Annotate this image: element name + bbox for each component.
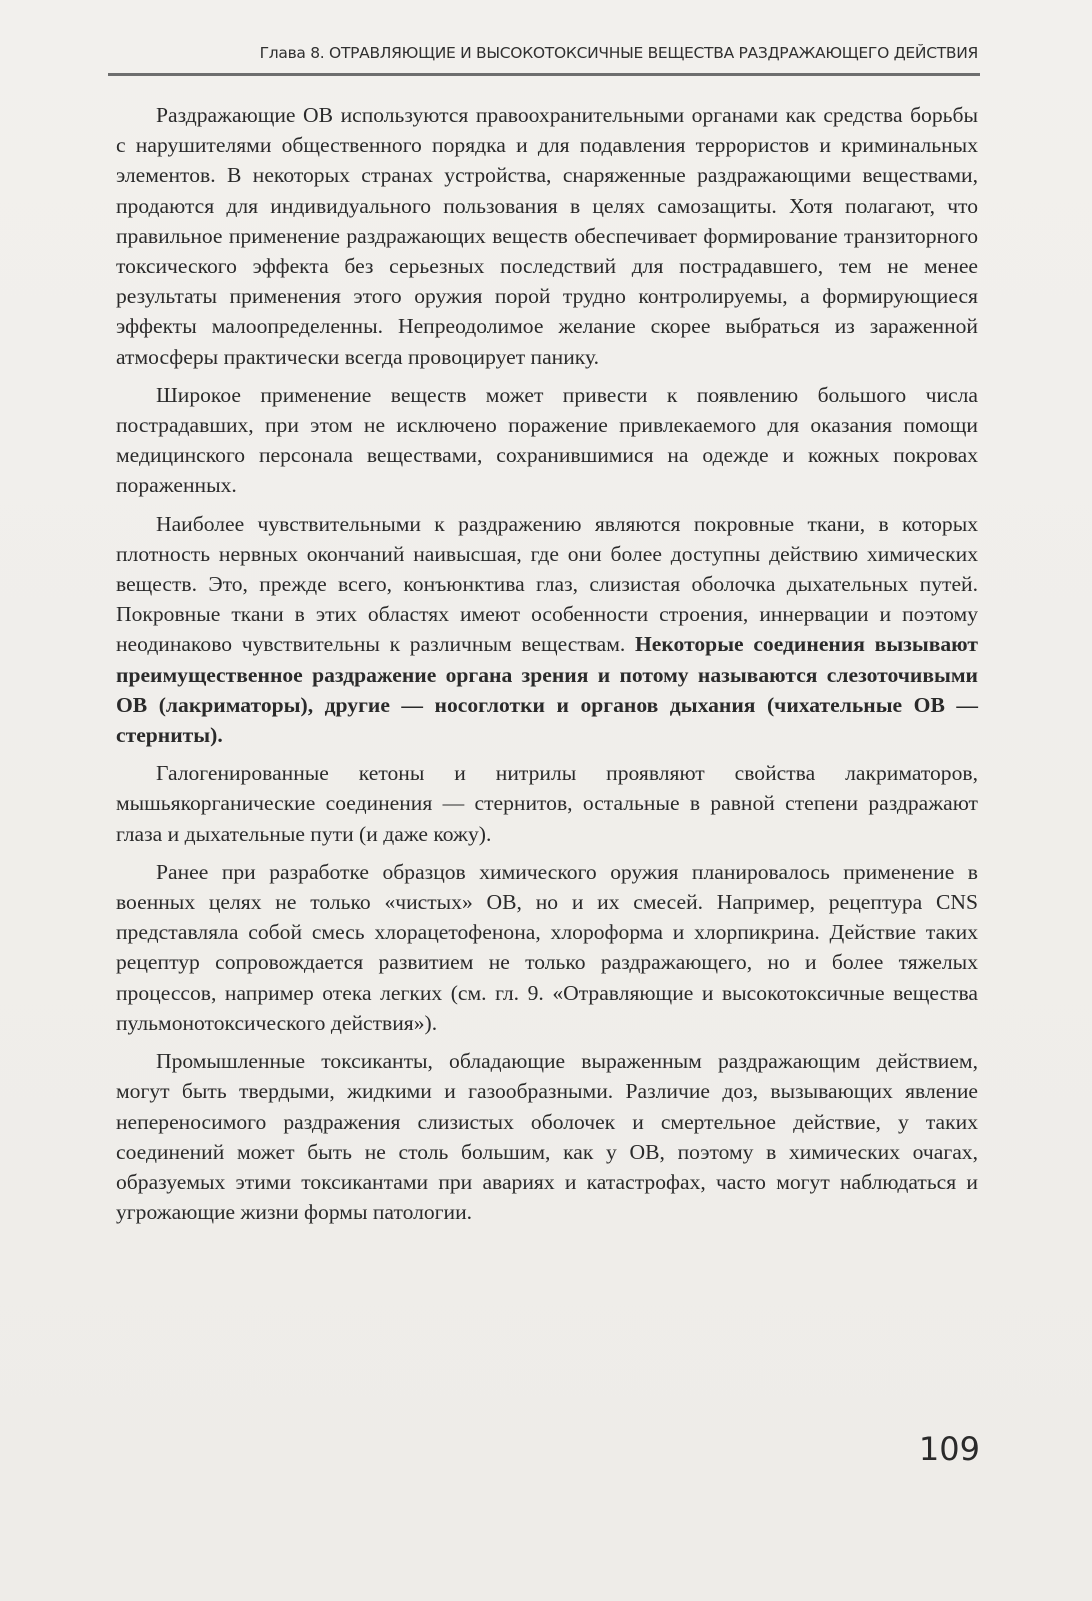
paragraph-3 bbox=[116, 509, 978, 751]
paragraph-6: Промышленные токсиканты, обладающие выраженным раздражающим действием, могут быть твердыми, жидкими и газообразными. Различие доз, вызывающих явление непереносимого раздражения слизистых оболочек и смертельное действие, у таких соединений может быть не столь большим, как у ОВ, поэтому в химических очагах, образуемых этими токсикантами при авариях и катастрофах, часто могут наблюдаться и угрожающие жизни формы патологии. bbox=[116, 1049, 978, 1225]
page-number: 109 bbox=[918, 1430, 980, 1468]
paragraph-1: Раздражающие ОВ используются правоохранительными органами как средства борьбы с нарушителями общественного порядка и для подавления террористов и криминальных элементов. В некоторых странах устройства, снаряженные раздражающими веществами, продаются для индивидуального пользования в целях самозащиты. Хотя полагают, что правильное применение раздражающих веществ обеспечивает формирование транзиторного токсического эффекта без серьезных последствий для пострадавшего, тем не менее результаты применения этого оружия порой трудно контролируемы, а формирующиеся эффекты малоопределенны. Непреодолимое желание скорее выбраться из зараженной атмосферы практически всегда провоцирует панику. bbox=[116, 103, 978, 369]
body-text bbox=[116, 100, 978, 1235]
paragraph-3-regular-text: Наиболее чувствительными к раздражению являются покровные ткани, в которых плотность нервных окончаний наивысшая, где они более доступны действию химических веществ. Это, прежде всего, конъюнктива глаз, слизистая оболочка дыхательных путей. Покровные ткани в этих областях имеют особенности строения, иннервации и поэтому неодинаково чувствительны к различным веществам. bbox=[116, 511, 978, 657]
header-rule bbox=[108, 73, 980, 76]
paragraph-5: Ранее при разработке образцов химического оружия планировалось применение в военных целях не только «чистых» ОВ, но и их смесей. Например, рецептура CNS представляла собой смесь хлорацетофенона, хлороформа и хлорпикрина. Действие таких рецептур сопровождается развитием не только раздражающего, но и более тяжелых процессов, например отека легких (см. гл. 9. «Отравляющие и высокотоксичные вещества пульмонотоксического действия»). bbox=[116, 859, 978, 1035]
paragraph-3-bold-text: Некоторые соединения вызывают преимущественное раздражение органа зрения и потому называются слезоточивыми ОВ (лакриматоры), другие — носоглотки и органов дыхания (чихательные ОВ — стерниты). bbox=[116, 632, 978, 748]
paragraph-2: Широкое применение веществ может привести к появлению большого числа пострадавших, при этом не исключено поражение привлекаемого для оказания помощи медицинского персонала веществами, сохранившимися на одежде и кожных покровах пораженных. bbox=[116, 382, 978, 498]
paragraph-4: Галогенированные кетоны и нитрилы проявляют свойства лакриматоров, мышьякорганические соединения — стернитов, остальные в равной степени раздражают глаза и дыхательные пути (и даже кожу). bbox=[116, 761, 978, 846]
running-header: Глава 8. ОТРАВЛЯЮЩИЕ И ВЫСОКОТОКСИЧНЫЕ ВЕЩЕСТВА РАЗДРАЖАЮЩЕГО ДЕЙСТВИЯ bbox=[259, 44, 978, 62]
